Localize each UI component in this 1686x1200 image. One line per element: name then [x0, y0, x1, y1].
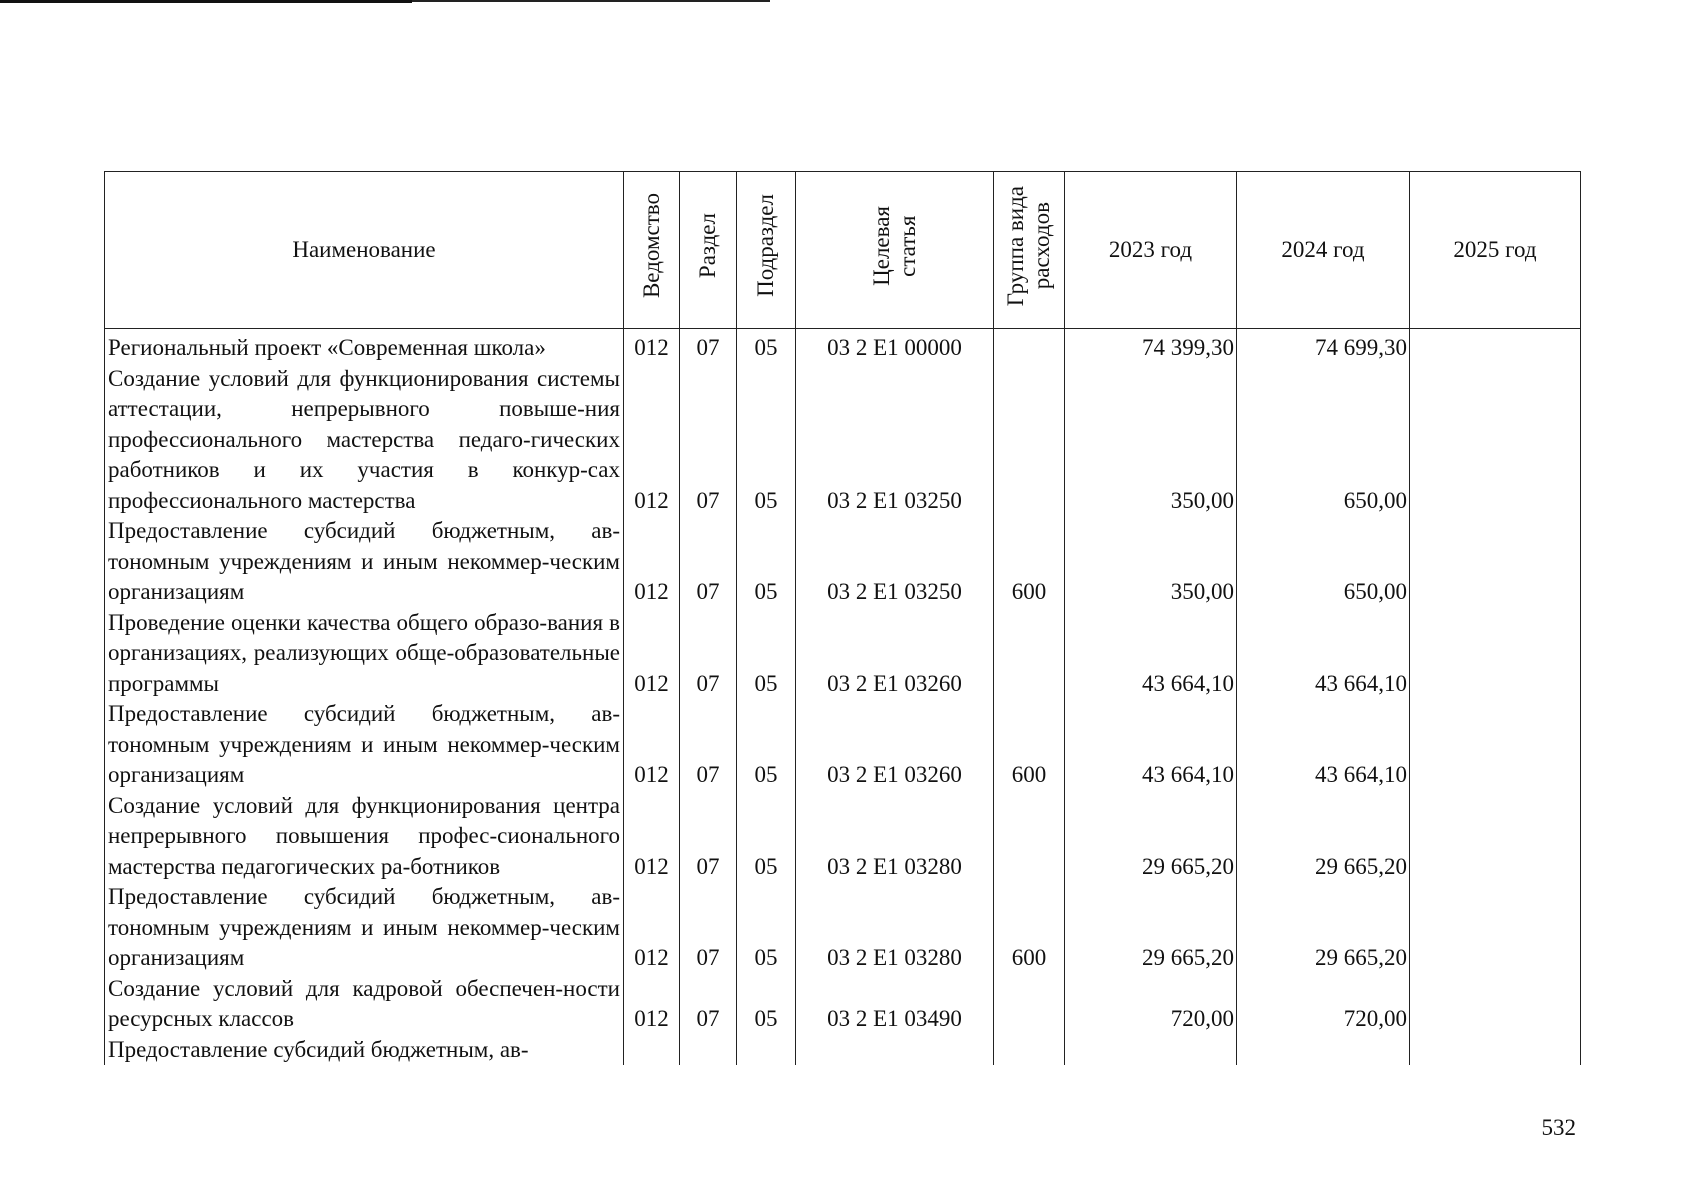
cell-target: 03 2 E1 03260 [796, 699, 994, 791]
cell-section: 07 [680, 699, 737, 791]
cell-expense-group [994, 608, 1065, 700]
header-name: Наименование [105, 172, 624, 329]
cell-expense-group: 600 [994, 699, 1065, 791]
cell-2023: 29 665,20 [1065, 791, 1237, 883]
header-subsection: Подраздел [737, 172, 796, 329]
cell-target: 03 2 E1 03250 [796, 364, 994, 517]
cell-expense-group: 600 [994, 516, 1065, 608]
cell-name: Региональный проект «Современная школа» [105, 329, 624, 364]
top-rule-thick [0, 0, 412, 3]
cell-name: Предоставление субсидий бюджетным, ав-тономным учреждениям и иным некоммер-ческим организациям [105, 699, 624, 791]
header-2024: 2024 год [1237, 172, 1410, 329]
cell-dept: 012 [624, 329, 680, 364]
cell-target: 03 2 E1 03260 [796, 608, 994, 700]
table-row [105, 699, 1581, 791]
cell-2025 [1410, 974, 1581, 1035]
cell-2023: 350,00 [1065, 364, 1237, 517]
cell-target: 03 2 E1 03250 [796, 516, 994, 608]
cell-target [796, 1035, 994, 1066]
cell-2024: 43 664,10 [1237, 608, 1410, 700]
cell-2025 [1410, 791, 1581, 883]
cell-expense-group [994, 364, 1065, 517]
cell-2023: 74 399,30 [1065, 329, 1237, 364]
cell-name: Проведение оценки качества общего образо-вания в организациях, реализующих обще-образовательные программы [105, 608, 624, 700]
cell-expense-group [994, 974, 1065, 1035]
cell-subsection: 05 [737, 791, 796, 883]
table-row [105, 882, 1581, 974]
cell-subsection [737, 1035, 796, 1066]
cell-dept: 012 [624, 974, 680, 1035]
cell-target: 03 2 E1 03280 [796, 791, 994, 883]
table-row [105, 608, 1581, 700]
cell-name: Создание условий для функционирования системы аттестации, непрерывного повыше-ния профессионального мастерства педаго-гических работников и их участия в конкур-сах профессионального мастерства [105, 364, 624, 517]
cell-target: 03 2 E1 03490 [796, 974, 994, 1035]
table-row [105, 974, 1581, 1035]
cell-subsection: 05 [737, 974, 796, 1035]
cell-expense-group: 600 [994, 882, 1065, 974]
cell-dept: 012 [624, 608, 680, 700]
table-row [105, 329, 1581, 364]
cell-name: Предоставление субсидий бюджетным, ав-тономным учреждениям и иным некоммер-ческим организациям [105, 516, 624, 608]
cell-section: 07 [680, 974, 737, 1035]
cell-2024 [1237, 1035, 1410, 1066]
table-row [105, 1035, 1581, 1066]
cell-subsection: 05 [737, 882, 796, 974]
page-number: 532 [1541, 1115, 1576, 1140]
cell-2024: 29 665,20 [1237, 791, 1410, 883]
header-dept: Ведомство [624, 172, 680, 329]
cell-section: 07 [680, 608, 737, 700]
cell-expense-group [994, 329, 1065, 364]
cell-2023: 43 664,10 [1065, 699, 1237, 791]
table-header-row [105, 172, 1581, 329]
cell-subsection: 05 [737, 364, 796, 517]
cell-dept: 012 [624, 699, 680, 791]
cell-name: Создание условий для кадровой обеспечен-ности ресурсных классов [105, 974, 624, 1035]
cell-section: 07 [680, 791, 737, 883]
cell-dept: 012 [624, 882, 680, 974]
cell-2025 [1410, 364, 1581, 517]
cell-subsection: 05 [737, 516, 796, 608]
cell-2023: 29 665,20 [1065, 882, 1237, 974]
cell-2023 [1065, 1035, 1237, 1066]
table-row [105, 364, 1581, 517]
cell-2024: 650,00 [1237, 516, 1410, 608]
cell-2023: 350,00 [1065, 516, 1237, 608]
cell-section: 07 [680, 516, 737, 608]
cell-2024: 29 665,20 [1237, 882, 1410, 974]
cell-section [680, 1035, 737, 1066]
cell-target: 03 2 E1 03280 [796, 882, 994, 974]
cell-target: 03 2 E1 00000 [796, 329, 994, 364]
header-section: Раздел [680, 172, 737, 329]
cell-subsection: 05 [737, 329, 796, 364]
header-expense-group: Группа вида расходов [994, 172, 1065, 329]
cell-2025 [1410, 516, 1581, 608]
cell-dept: 012 [624, 516, 680, 608]
cell-dept: 012 [624, 364, 680, 517]
header-target: Целевая статья [796, 172, 994, 329]
table-row [105, 516, 1581, 608]
cell-expense-group [994, 1035, 1065, 1066]
cell-name: Предоставление субсидий бюджетным, ав- [105, 1035, 624, 1066]
header-2023: 2023 год [1065, 172, 1237, 329]
cell-2025 [1410, 882, 1581, 974]
cell-name: Создание условий для функционирования центра непрерывного повышения профес-сионального мастерства педагогических ра-ботников [105, 791, 624, 883]
budget-table [104, 171, 1581, 1065]
cell-2024: 650,00 [1237, 364, 1410, 517]
cell-2024: 720,00 [1237, 974, 1410, 1035]
cell-2025 [1410, 608, 1581, 700]
cell-name: Предоставление субсидий бюджетным, ав-тономным учреждениям и иным некоммер-ческим организациям [105, 882, 624, 974]
cell-subsection: 05 [737, 699, 796, 791]
cell-2024: 74 699,30 [1237, 329, 1410, 364]
header-2025: 2025 год [1410, 172, 1581, 329]
cell-2024: 43 664,10 [1237, 699, 1410, 791]
cell-2025 [1410, 699, 1581, 791]
cell-dept [624, 1035, 680, 1066]
cell-dept: 012 [624, 791, 680, 883]
cell-2025 [1410, 329, 1581, 364]
cell-2023: 720,00 [1065, 974, 1237, 1035]
cell-section: 07 [680, 329, 737, 364]
cell-section: 07 [680, 364, 737, 517]
cell-2025 [1410, 1035, 1581, 1066]
cell-subsection: 05 [737, 608, 796, 700]
table-row [105, 791, 1581, 883]
cell-section: 07 [680, 882, 737, 974]
cell-expense-group [994, 791, 1065, 883]
cell-2023: 43 664,10 [1065, 608, 1237, 700]
